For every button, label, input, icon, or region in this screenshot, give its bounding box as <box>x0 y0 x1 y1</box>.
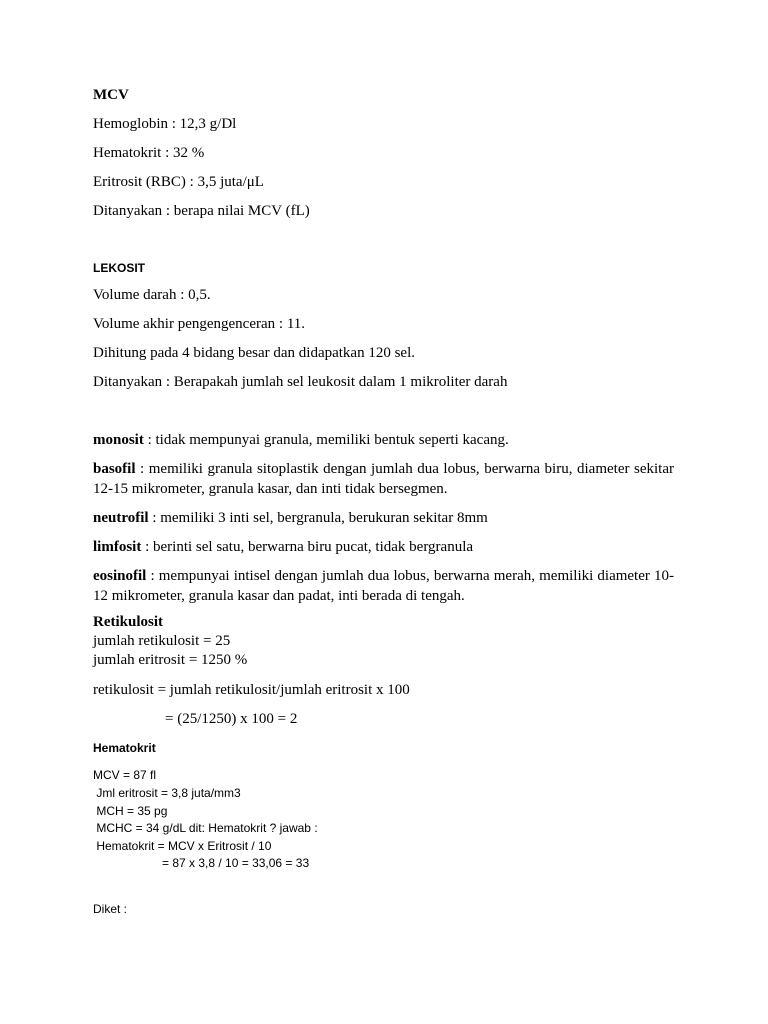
hematokrit-mch-line: MCH = 35 pg <box>93 804 168 818</box>
lekosit-volume-line: Volume darah : 0,5. <box>93 287 211 303</box>
cell-description: : mempunyai intisel dengan jumlah dua lobus, berwarna merah, memiliki diameter 10-12 mikrometer, granula kasar dan padat, inti berada di tengah. <box>93 568 674 604</box>
lekosit-question-line: Ditanyakan : Berapakah jumlah sel leukosit dalam 1 mikroliter darah <box>93 374 508 390</box>
hematokrit-eritrosit-line: Jml eritrosit = 3,8 juta/mm3 <box>93 786 241 800</box>
retikulosit-count-line: jumlah retikulosit = 25 <box>93 633 231 649</box>
cell-definition-eosinofil <box>93 566 674 606</box>
cell-term: monosit <box>93 432 144 448</box>
diket-label: Diket : <box>93 902 128 916</box>
hematokrit-formula-line: Hematokrit = MCV x Eritrosit / 10 <box>93 839 272 853</box>
cell-description: : berinti sel satu, berwarna biru pucat, tidak bergranula <box>141 539 474 555</box>
retikulosit-heading: Retikulosit <box>93 614 164 630</box>
cell-description: : tidak mempunyai granula, memiliki bentuk seperti kacang. <box>143 432 509 448</box>
mcv-hematokrit-line: Hematokrit : 32 % <box>93 145 205 161</box>
lekosit-heading: LEKOSIT <box>93 261 146 275</box>
mcv-hemoglobin-line: Hemoglobin : 12,3 g/Dl <box>93 116 237 132</box>
cell-definition-monosit <box>93 430 674 450</box>
mcv-heading: MCV <box>93 87 129 103</box>
cell-description: : memiliki granula sitoplastik dengan jumlah dua lobus, berwarna biru, diameter sekitar 12-15 mikrometer, granula kasar, dan inti tidak bersegmen. <box>93 461 674 497</box>
mcv-eritrosit-line: Eritrosit (RBC) : 3,5 juta/μL <box>93 174 264 190</box>
lekosit-count-line: Dihitung pada 4 bidang besar dan didapatkan 120 sel. <box>93 345 416 361</box>
cell-term: eosinofil <box>93 568 147 584</box>
cell-term: basofil <box>93 461 136 477</box>
cell-definition-basofil <box>93 459 674 499</box>
cell-description: : memiliki 3 inti sel, bergranula, berukuran sekitar 8mm <box>148 510 488 526</box>
retikulosit-eritrosit-line: jumlah eritrosit = 1250 % <box>93 652 248 668</box>
hematokrit-mchc-line: MCHC = 34 g/dL dit: Hematokrit ? jawab : <box>93 821 318 835</box>
lekosit-dilution-line: Volume akhir pengengenceran : 11. <box>93 316 306 332</box>
cell-definition-limfosit <box>93 537 674 557</box>
cell-term: neutrofil <box>93 510 149 526</box>
hematokrit-result: = 87 x 3,8 / 10 = 33,06 = 33 <box>162 856 310 870</box>
cell-term: limfosit <box>93 539 142 555</box>
mcv-question-line: Ditanyakan : berapa nilai MCV (fL) <box>93 203 310 219</box>
hematokrit-heading: Hematokrit <box>93 741 156 755</box>
retikulosit-result: = (25/1250) x 100 = 2 <box>165 711 298 727</box>
cell-definition-neutrofil <box>93 508 674 528</box>
hematokrit-mcv-line: MCV = 87 fl <box>93 768 157 782</box>
retikulosit-formula: retikulosit = jumlah retikulosit/jumlah eritrosit x 100 <box>93 682 410 698</box>
